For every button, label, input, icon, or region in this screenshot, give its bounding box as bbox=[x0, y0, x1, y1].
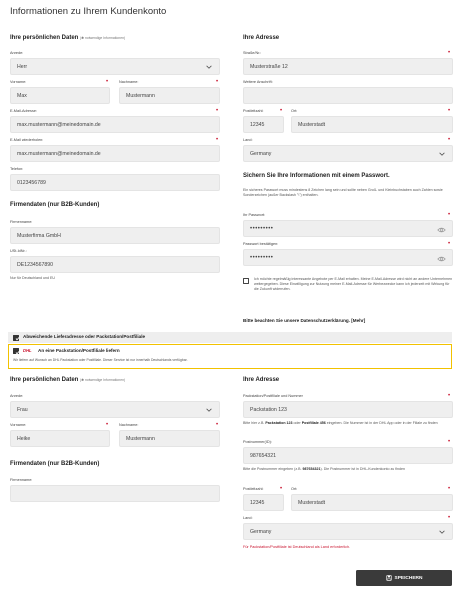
privacy-link[interactable]: Bitte beachten Sie unsere Datenschutzerklärung. [Mehr] bbox=[243, 318, 366, 323]
vat-input[interactable]: DE1234567890 bbox=[10, 256, 220, 273]
lastname2-input[interactable]: Mustermann bbox=[119, 430, 220, 447]
phone-input[interactable]: 0123456789 bbox=[10, 174, 220, 191]
alt-delivery-label: Abweichende Lieferadresse oder Packstation/Postfiliale bbox=[23, 334, 146, 339]
chevron-down-icon bbox=[205, 63, 213, 71]
firstname2-input[interactable]: Heike bbox=[10, 430, 110, 447]
required-marker: • bbox=[280, 108, 283, 114]
required-marker: • bbox=[448, 137, 451, 143]
required-marker: • bbox=[448, 515, 451, 521]
city-label: Ort: bbox=[291, 109, 298, 113]
company2-name-input[interactable] bbox=[10, 485, 220, 502]
lastname-label: Nachname: bbox=[119, 80, 139, 84]
chevron-down-icon bbox=[438, 528, 446, 536]
required-marker: • bbox=[448, 212, 451, 218]
newsletter-text: Ich möchte regelmäßig interessante Angebote per E-Mail erhalten. Meine E-Mail-Adresse wird nicht an andere Unternehmen weitergegeben. Diese Einwilligung zur Nutzung meiner E-Mail-Adresse für Werbezwecke kann ich jederzeit mit Wirkung für die Zukunft widerrufen. bbox=[254, 277, 453, 291]
salutation-label: Anrede: bbox=[10, 51, 24, 55]
country2-label: Land: bbox=[243, 516, 253, 520]
country-select[interactable]: Germany bbox=[243, 145, 453, 162]
packstation-checkbox[interactable] bbox=[13, 348, 19, 354]
required-marker: • bbox=[106, 422, 109, 428]
firstname-input[interactable]: Max bbox=[10, 87, 110, 104]
save-button[interactable] bbox=[356, 570, 452, 586]
required-marker: • bbox=[216, 108, 219, 114]
company-name-label: Firmenname: bbox=[10, 220, 33, 224]
required-marker: • bbox=[448, 241, 451, 247]
street-label: Straße/Nr.: bbox=[243, 51, 262, 55]
lastname2-label: Nachname: bbox=[119, 423, 139, 427]
required-marker: • bbox=[448, 50, 451, 56]
salutation2-select[interactable]: Frau bbox=[10, 401, 220, 418]
street-input[interactable]: Musterstraße 12 bbox=[243, 58, 453, 75]
address-section-title: Ihre Adresse bbox=[243, 35, 280, 41]
save-icon bbox=[386, 575, 392, 581]
required-marker: • bbox=[448, 486, 451, 492]
lastname-input[interactable]: Mustermann bbox=[119, 87, 220, 104]
vat-label: USt-IdNr.: bbox=[10, 249, 27, 253]
required-marker: • bbox=[216, 422, 219, 428]
company-name-input[interactable]: Musterfirma GmbH bbox=[10, 227, 220, 244]
eye-icon[interactable] bbox=[437, 226, 446, 234]
vat-note: Nur für Deutschland und EU bbox=[10, 276, 55, 280]
save-button-label: SPEICHERN bbox=[394, 575, 423, 581]
extra-address-input[interactable] bbox=[243, 87, 453, 104]
zip-input[interactable]: 12345 bbox=[243, 116, 284, 133]
personal-section-title: Ihre persönlichen Daten (✱ notwendige Informationen) bbox=[10, 35, 126, 41]
zip2-input[interactable]: 12345 bbox=[243, 494, 284, 511]
email-label: E-Mail-Adresse: bbox=[10, 109, 38, 113]
firstname2-label: Vorname: bbox=[10, 423, 27, 427]
extra-address-label: Weitere Anschrift: bbox=[243, 80, 273, 84]
required-marker: • bbox=[216, 79, 219, 85]
company-section-title: Firmendaten (nur B2B-Kunden) bbox=[10, 202, 100, 208]
postnumber-input[interactable]: 987654321 bbox=[243, 447, 453, 464]
packstation-number-input[interactable]: Packstation 123 bbox=[243, 401, 453, 418]
postnumber-hint: Bitte die Postnummer eingeben (z.B. 987654321). Die Postnummer ist in DHL-Kundenkonto zu finden bbox=[243, 467, 406, 471]
required-marker: • bbox=[280, 486, 283, 492]
page-title: Informationen zu Ihrem Kundenkonto bbox=[10, 6, 167, 17]
email-input[interactable]: max.mustermann@meinedomain.de bbox=[10, 116, 220, 133]
zip-label: Postleitzahl: bbox=[243, 109, 264, 113]
country2-select[interactable]: Germany bbox=[243, 523, 453, 540]
city-input[interactable]: Musterstadt bbox=[291, 116, 453, 133]
country2-note: Für Packstation/Postfiliale ist Deutschland als Land erforderlich. bbox=[243, 545, 351, 549]
password-section-title: Sichern Sie Ihre Informationen mit einem Passwort. bbox=[243, 173, 390, 179]
password-input[interactable]: ••••••••• bbox=[243, 220, 453, 237]
company2-name-label: Firmenname: bbox=[10, 478, 33, 482]
city2-input[interactable]: Musterstadt bbox=[291, 494, 453, 511]
company2-section-title: Firmendaten (nur B2B-Kunden) bbox=[10, 461, 100, 467]
dhl-logo: DHL bbox=[23, 348, 32, 353]
required-marker: • bbox=[448, 439, 451, 445]
chevron-down-icon bbox=[205, 406, 213, 414]
personal2-section-title: Ihre persönlichen Daten (✱ notwendige Informationen) bbox=[10, 377, 126, 383]
country-label: Land: bbox=[243, 138, 253, 142]
firstname-label: Vorname: bbox=[10, 80, 27, 84]
email-repeat-input[interactable]: max.mustermann@meinedomain.de bbox=[10, 145, 220, 162]
required-marker: • bbox=[106, 79, 109, 85]
eye-icon[interactable] bbox=[437, 255, 446, 263]
zip2-label: Postleitzahl: bbox=[243, 487, 264, 491]
password-confirm-label: Passwort bestätigen: bbox=[243, 242, 279, 246]
alt-delivery-checkbox[interactable] bbox=[13, 335, 19, 341]
packstation-label: An eine Packstation/Postfiliale liefern bbox=[38, 348, 120, 353]
address2-section-title: Ihre Adresse bbox=[243, 377, 280, 383]
password-confirm-input[interactable]: ••••••••• bbox=[243, 249, 453, 266]
chevron-down-icon bbox=[438, 150, 446, 158]
salutation-select[interactable]: Herr bbox=[10, 58, 220, 75]
salutation2-label: Anrede: bbox=[10, 394, 24, 398]
phone-label: Telefon: bbox=[10, 167, 24, 171]
newsletter-checkbox[interactable] bbox=[243, 278, 249, 284]
city2-label: Ort: bbox=[291, 487, 298, 491]
required-marker: • bbox=[448, 108, 451, 114]
required-marker: • bbox=[448, 393, 451, 399]
password-info: Ein sicheres Passwort muss mindestens 8 Zeichen lang sein und sollte neben Groß- und Kleinbuchstaben auch Zahlen sowie Sonderzeichen (außer Backslash "\") enthalten. bbox=[243, 188, 443, 197]
required-marker: • bbox=[216, 137, 219, 143]
email-repeat-label: E-Mail wiederholen: bbox=[10, 138, 44, 142]
packstation-number-label: Packstation/Postfiliale und Nummer bbox=[243, 394, 303, 398]
packstation-hint: Bitte hier z.B. Packstation 123 oder Postfiliale 456 eingeben. Die Nummer ist in der DHL App oder in der Filiale zu finden bbox=[243, 421, 438, 425]
password-label: Ihr Passwort: bbox=[243, 213, 266, 217]
postnumber-label: Postnummer(ID): bbox=[243, 440, 272, 444]
packstation-note: Wir liefern auf Wunsch an DHL Packstation oder Postfiliale. Dieser Service ist nur innerhalb Deutschlands verfügbar. bbox=[13, 358, 188, 362]
